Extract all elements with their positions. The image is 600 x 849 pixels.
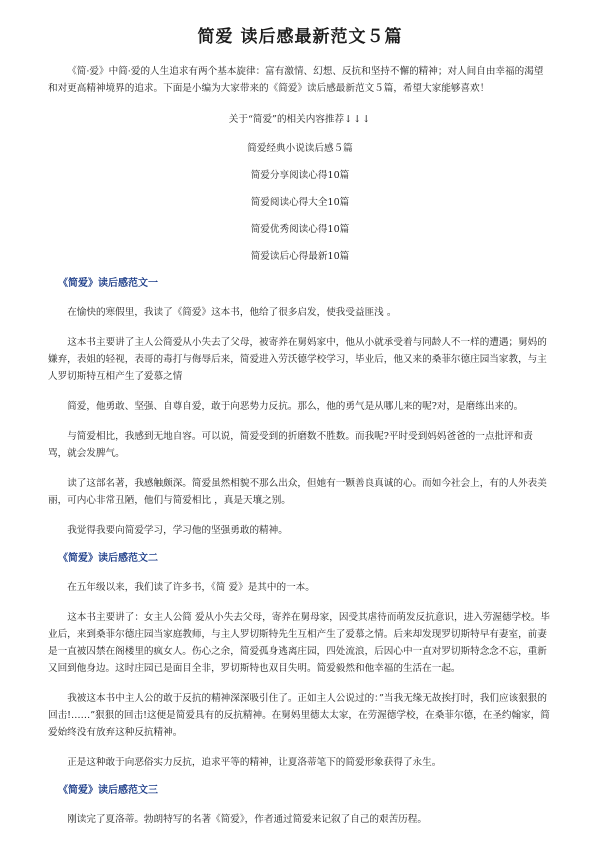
recommend-item[interactable] bbox=[48, 169, 552, 183]
body-paragraph: 这本书主要讲了主人公简爱从小失去了父母，被寄养在舅妈家中，他从小就承受着与同龄人不一样的遭遇；舅妈的嫌弃，表姐的轻视，表哥的毒打与侮辱后来，简爱进入劳沃德学校学习，毕业后，他又来的桑菲尔德庄园当家教，与主人罗切斯特互相产生了爱慕之情 bbox=[48, 337, 547, 382]
recommend-link[interactable]: 简爱分享阅读心得10篇 bbox=[250, 170, 350, 181]
body-paragraph: 我觉得我要向简爱学习，学习他的坚强勇敢的精神。 bbox=[67, 525, 288, 536]
body-paragraph: 读了这部名著，我感触颇深。简爱虽然相貌不那么出众，但她有一颗善良真诚的心。而如今社会上，有的人外表美丽，可内心非常丑陋，他们与简爱相比 ，真是天壤之别。 bbox=[48, 478, 547, 506]
body-paragraph: 与简爱相比，我感到无地自容。可以说，简爱受到的折磨数不胜数。而我呢?平时受到妈妈爸爸的一点批评和责骂，就会发脾气。 bbox=[48, 431, 533, 459]
body-paragraph: 在五年级以来，我们读了许多书，《简 爱》是其中的一本。 bbox=[67, 582, 315, 593]
recommend-heading bbox=[48, 113, 552, 127]
recommend-link[interactable]: 简爱优秀阅读心得10篇 bbox=[250, 224, 350, 235]
down-arrows-icon: ↓↓↓ bbox=[344, 114, 372, 125]
body-paragraph: 正是这种敢于向恶俗实力反抗，追求平等的精神，让夏洛蒂笔下的简爱形象获得了永生。 bbox=[67, 757, 442, 768]
recommend-link[interactable]: 简爱经典小说读后感５篇 bbox=[247, 143, 353, 154]
body-paragraph: 简爱，他勇敢、坚强、自尊自爱，敢于向恶势力反抗。那么，他的勇气是从哪儿来的呢?对，是磨练出来的。 bbox=[67, 401, 524, 412]
section-title-1: 《简爱》读后感范文一 bbox=[58, 278, 158, 289]
recommend-item[interactable] bbox=[48, 196, 552, 210]
section-title-3: 《简爱》读后感范文三 bbox=[58, 785, 158, 796]
recommend-heading-text: 关于“简爱”的相关内容推荐 bbox=[228, 114, 345, 125]
recommend-item[interactable] bbox=[48, 250, 552, 264]
body-paragraph: 这本书主要讲了：女主人公简 爱从小失去父母，寄养在舅母家，因受其虐待而萌发反抗意识，进入劳渥德学校。毕业后，来到桑菲尔德庄园当家庭教师，与主人罗切斯特先生互相产生了爱慕之情。后来却发现罗切斯特早有妻室，前妻是一直被囚禁在阁楼里的疯女人。伤心之余，简爱孤身逃离庄园，四处流浪，后因心中一直对罗切斯特念念不忘，重新又回到他身边。这时庄园已是面目全非，罗切斯特也双目失明。简爱毅然和他幸福的生活在一起。 bbox=[48, 612, 550, 674]
recommend-list bbox=[48, 142, 552, 264]
body-paragraph: 我被这本书中主人公的敢于反抗的精神深深吸引住了。正如主人公说过的：”当我无缘无故挨打时，我们应该狠狠的回击!……”狠狠的回击!这便是简爱具有的反抗精神。在舅妈里德太太家，在劳渥德学校，在桑菲尔德，在圣约翰家，简爱始终没有放弃这种反抗精神。 bbox=[48, 693, 550, 738]
recommend-link[interactable]: 简爱阅读心得大全10篇 bbox=[250, 197, 350, 208]
body-paragraph: 在愉快的寒假里，我读了《简爱》这本书，他给了很多启发，使我受益匪浅 。 bbox=[67, 307, 397, 318]
intro-paragraph: 《简·爱》中简·爱的人生追求有两个基本旋律：富有激情、幻想、反抗和坚持不懈的精神；对人间自由幸福的渴望和对更高精神境界的追求。下面是小编为大家带来的《简爱》读后感最新范文５篇，希望大家能够喜欢！ bbox=[48, 66, 544, 94]
recommend-item[interactable] bbox=[48, 142, 552, 156]
recommend-link[interactable]: 简爱读后心得最新10篇 bbox=[250, 251, 350, 262]
section-title-2: 《简爱》读后感范文二 bbox=[58, 553, 158, 564]
body-paragraph: 刚读完了夏洛蒂。勃朗特写的名著《简爱》，作者通过简爱来记叙了自己的艰苦历程。 bbox=[67, 814, 427, 825]
page-title: 简爱 读后感最新范文５篇 bbox=[197, 27, 403, 47]
recommend-item[interactable] bbox=[48, 223, 552, 237]
